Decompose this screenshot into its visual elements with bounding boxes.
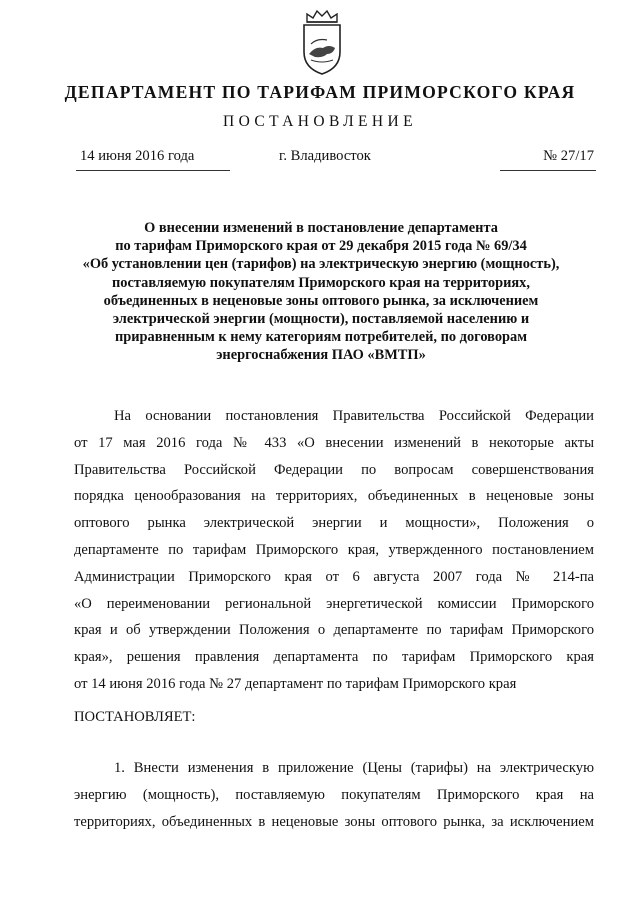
title-line: поставляемую покупателям Приморского края на территориях, bbox=[112, 274, 530, 291]
coat-of-arms-icon bbox=[297, 8, 347, 76]
title-line: приравненным к нему категориям потребителей, по договорам bbox=[114, 329, 528, 346]
text-line: порядка ценообразования на территориях, объединенных в неценовые зоны bbox=[74, 488, 594, 505]
text-line: На основании постановления Правительства Российской Федерации bbox=[114, 408, 594, 424]
text-line: «О переименовании региональной энергетической комиссии Приморского bbox=[74, 595, 594, 612]
department-name: ДЕПАРТАМЕНТ ПО ТАРИФАМ ПРИМОРСКОГО КРАЯ bbox=[64, 82, 576, 102]
text-line: департаменте по тарифам Приморского края, утвержденного постановлением bbox=[74, 541, 594, 558]
preamble-paragraph bbox=[74, 403, 594, 698]
text-line: края», решения правления департамента по тарифам Приморского края bbox=[74, 649, 594, 666]
document-title bbox=[40, 219, 602, 365]
number-underline bbox=[500, 170, 596, 171]
title-line: О внесении изменений в постановление департамента bbox=[144, 220, 498, 236]
title-line: электрической энергии (мощности), поставляемой населению и bbox=[112, 311, 530, 328]
title-line: «Об установлении цен (тарифов) на электрическую энергию (мощность), bbox=[82, 256, 560, 273]
title-line: по тарифам Приморского края от 29 декабря 2015 года № 69/34 bbox=[115, 238, 527, 255]
document-number: № 27/17 bbox=[543, 148, 594, 164]
text-line: оптового рынка электрической энергии и мощности», Положения о bbox=[74, 515, 594, 532]
text-line: края и об утверждении Положения о департаменте по тарифам Приморского bbox=[74, 622, 594, 639]
document-city: г. Владивосток bbox=[279, 148, 371, 164]
text-line: Администрации Приморского края от 6 августа 2007 года № 214-па bbox=[74, 568, 594, 585]
document-type: ПОСТАНОВЛЕНИЕ bbox=[223, 113, 417, 130]
text-line: от 14 июня 2016 года № 27 департамент по тарифам Приморского края bbox=[74, 675, 517, 692]
text-line: территориях, объединенных в неценовые зоны оптового рынка, за исключением bbox=[74, 813, 594, 830]
text-line: Правительства Российской Федерации по вопросам совершенствования bbox=[74, 461, 594, 478]
document-date: 14 июня 2016 года bbox=[80, 148, 195, 164]
text-line: от 17 мая 2016 года № 433 «О внесении изменений в некоторые акты bbox=[74, 434, 594, 451]
title-line: энергоснабжения ПАО «ВМТП» bbox=[216, 347, 426, 364]
text-line: 1. Внести изменения в приложение (Цены (тарифы) на электрическую bbox=[114, 760, 594, 776]
text-line: энергию (мощность), поставляемую покупателям Приморского края на bbox=[74, 786, 594, 803]
item-1-paragraph bbox=[74, 755, 594, 835]
date-underline bbox=[76, 170, 230, 171]
resolves-heading: ПОСТАНОВЛЯЕТ: bbox=[74, 709, 196, 725]
title-line: объединенных в неценовые зоны оптового рынка, за исключением bbox=[103, 292, 539, 309]
